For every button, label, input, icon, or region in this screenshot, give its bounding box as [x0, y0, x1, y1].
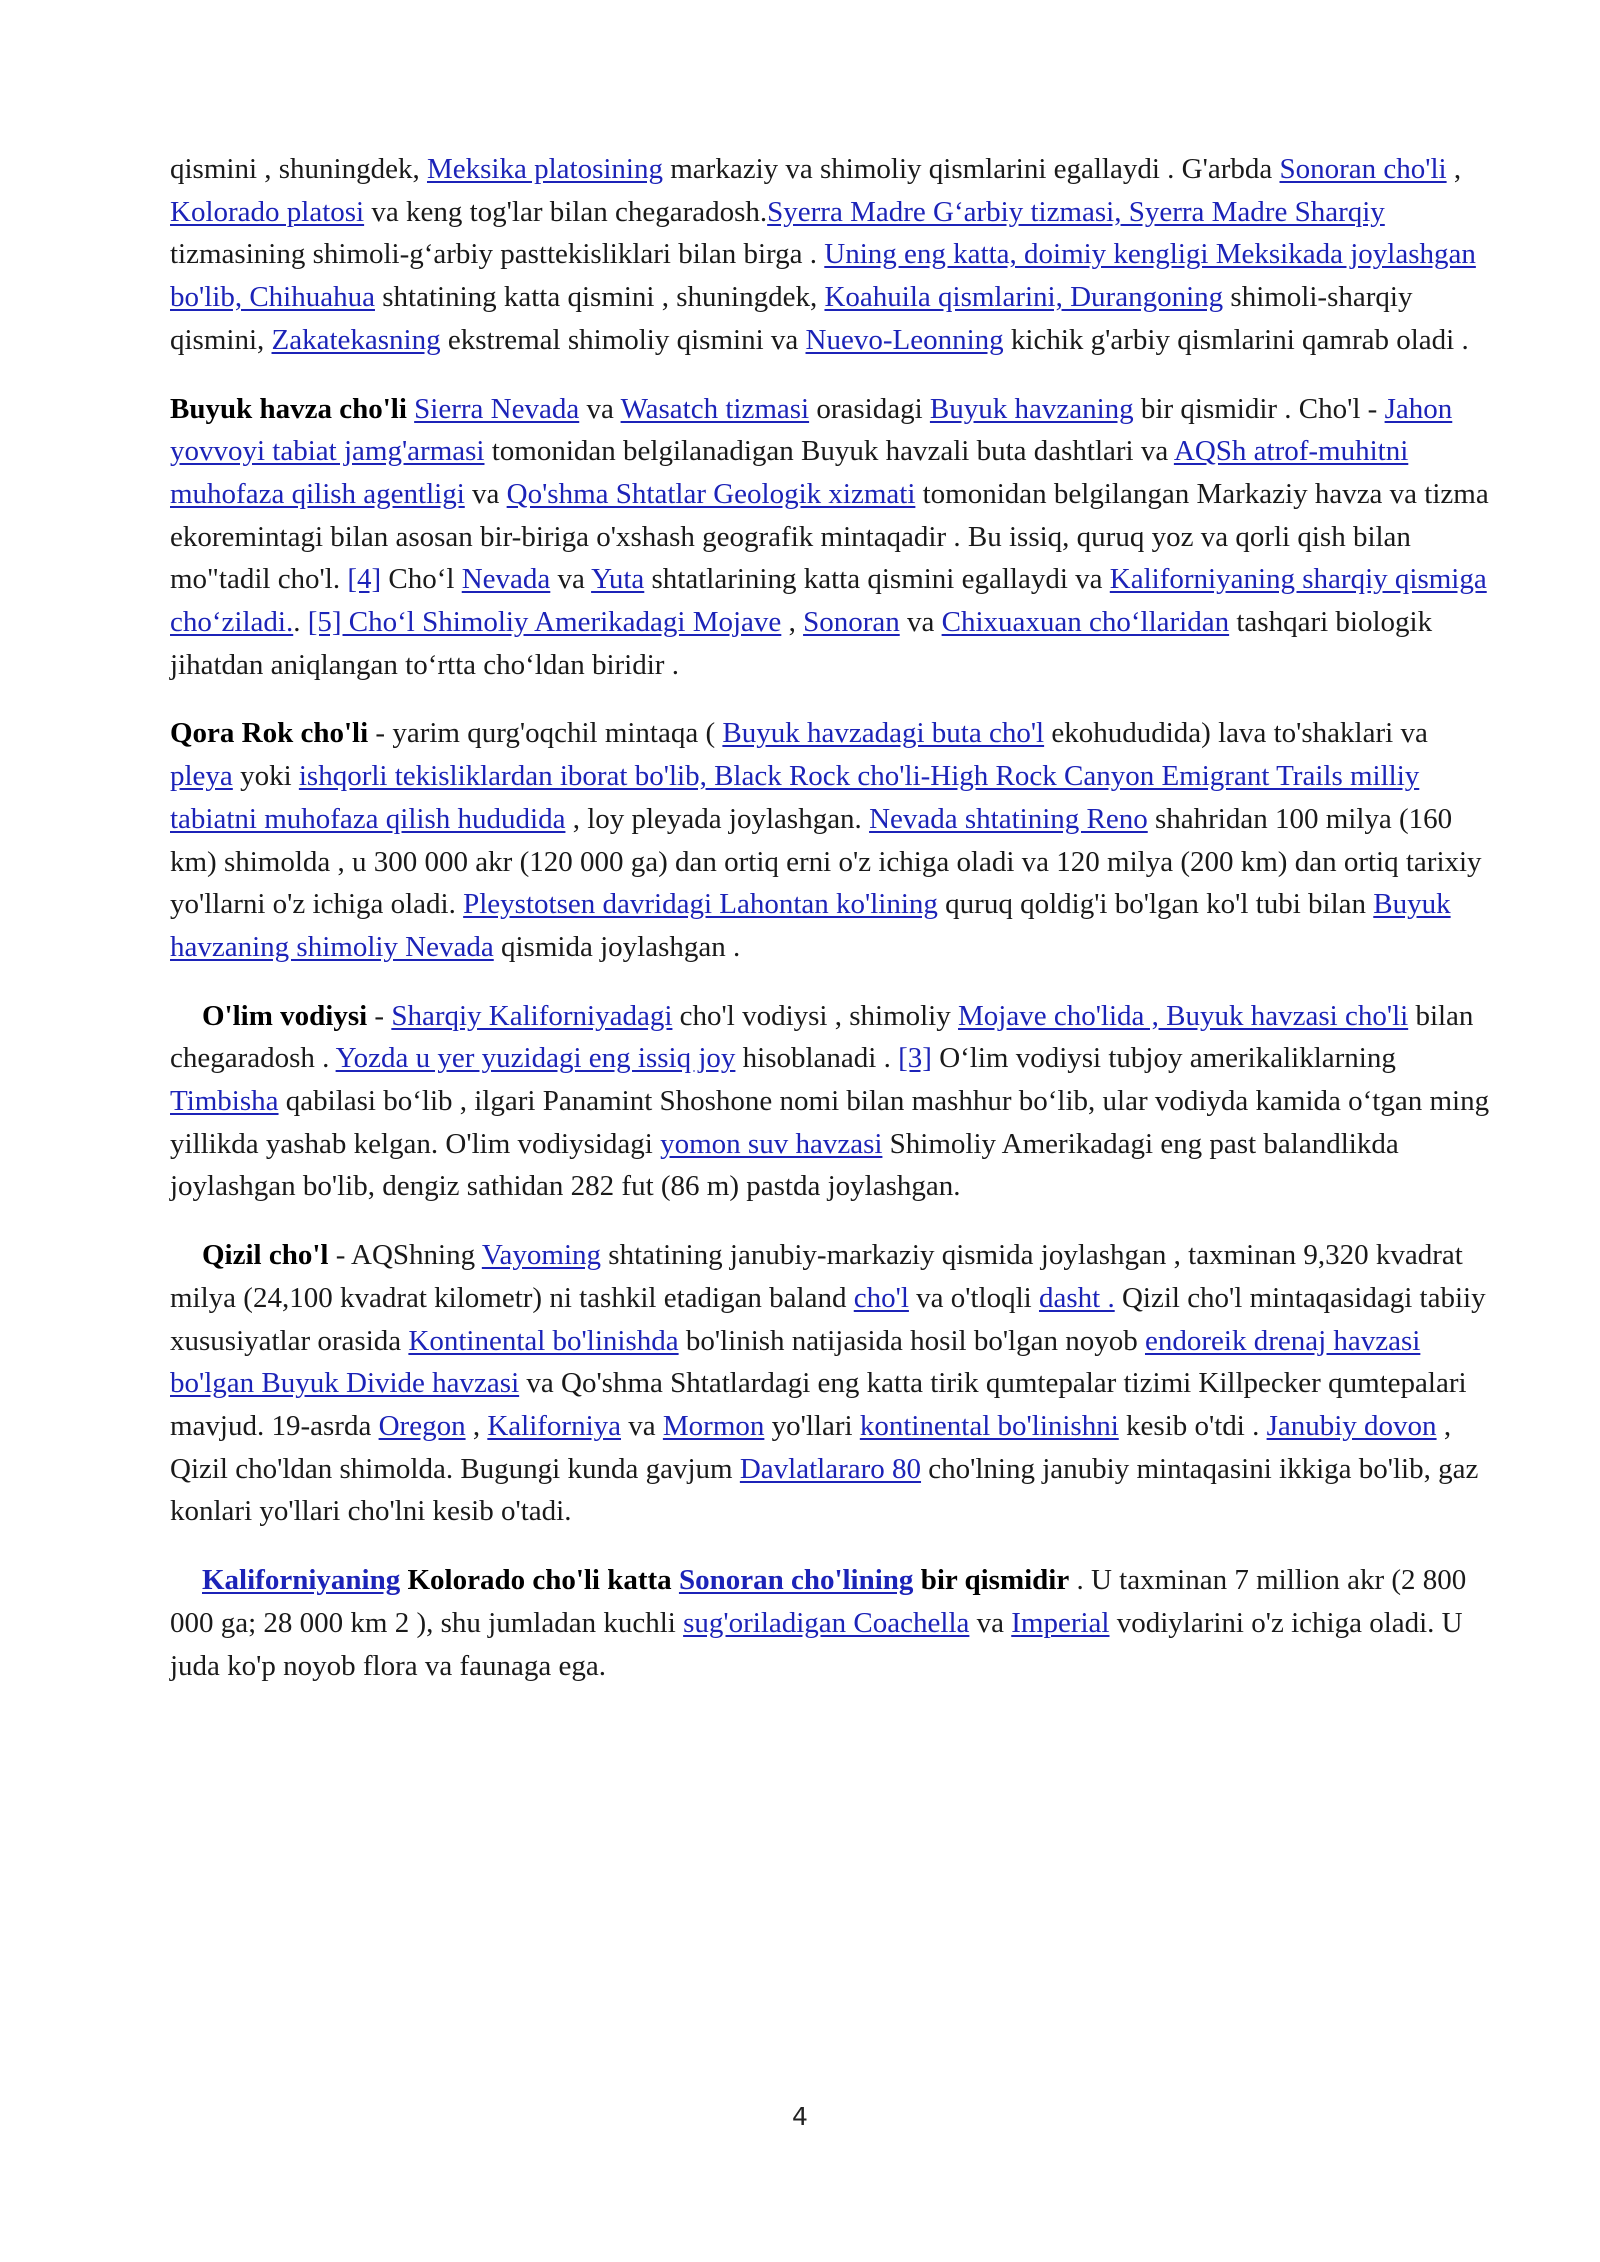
paragraph-great-basin-desert [170, 388, 1490, 687]
link-nevada[interactable]: Nevada [461, 563, 551, 596]
page-number: 4 [792, 2102, 808, 2131]
link-wwf[interactable]: Jahon yovvoyi tabiat jamg'armasi [170, 392, 1453, 468]
link-yomon-suv[interactable]: yomon suv havzasi [660, 1127, 883, 1160]
link-shimoliy-nevada[interactable]: Buyuk havzaning shimoliy Nevada [170, 888, 1451, 963]
heading-text: bir qismidir [913, 1564, 1070, 1597]
link-imperial[interactable]: Imperial [1011, 1606, 1110, 1639]
text: qabilasi bo‘lib , ilgari Panamint Shoshone nomi bilan mashhur bo‘lib, ular vodiyda kamida o‘tgan ming yillikda yashab kelgan. O'lim vodiysidagi [170, 1085, 1490, 1160]
text: bir qismidir . Cho'l - [1133, 392, 1385, 425]
link-kaliforniya-sharqiy[interactable]: Kaliforniyaning sharqiy qismiga cho‘ziladi. [170, 563, 1487, 639]
link-koahuila[interactable]: Koahuila qismlarini, Durangoning [824, 281, 1224, 314]
text: , [781, 606, 804, 639]
text: , [465, 1409, 488, 1442]
text: Shimoliy Amerikadagi eng past balandlikda joylashgan bo'lib, dengiz sathidan 282 fut (86 m) pastda joylashgan. [170, 1127, 1399, 1203]
text: va o'tloqli [908, 1281, 1039, 1314]
text: kichik g'arbiy qismlarini qamrab oladi . [1003, 323, 1469, 356]
link-issiq-joy[interactable]: Yozda u yer yuzidagi eng issiq joy [335, 1042, 736, 1075]
link-syerra-madre[interactable]: Syerra Madre G‘arbiy tizmasi, Syerra Madre Sharqiy [767, 195, 1385, 228]
link-vayoming[interactable]: Vayoming [481, 1239, 602, 1272]
link-ishqorli-tekisliklar[interactable]: ishqorli tekisliklardan iborat bo'lib, Black Rock cho'li-High Rock Canyon Emigrant Trails milliy tabiatni muhofaza qilish hududida [170, 760, 1420, 835]
link-pleya[interactable]: pleya [170, 760, 233, 793]
link-zakatekas[interactable]: Zakatekasning [271, 323, 441, 356]
text: shtatlarining katta qismini egallaydi va [644, 563, 1110, 596]
paragraph-black-rock-desert [170, 712, 1490, 968]
link-chol[interactable]: cho'l [853, 1281, 909, 1314]
link-sierra-nevada[interactable]: Sierra Nevada [414, 392, 580, 425]
text: hisoblanadi . [735, 1042, 899, 1075]
text: Qizil cho'l mintaqasidagi tabiiy xususiyatlar orasida [170, 1281, 1486, 1357]
link-kontinental-bolinishda[interactable]: Kontinental bo'linishda [408, 1324, 679, 1357]
paragraph-red-desert [170, 1234, 1490, 1533]
text: vodiylarini o'z ichiga oladi. U juda ko'p noyob flora va faunaga ega. [170, 1606, 1463, 1682]
text: bilan chegaradosh . [170, 999, 1474, 1075]
link-mojave-choli[interactable]: Mojave cho'lida , Buyuk havzasi cho'li [958, 999, 1409, 1032]
paragraph-chihuahua-desert [170, 148, 1490, 362]
section-heading [202, 1564, 1069, 1596]
text: orasidagi [809, 392, 930, 425]
text: kesib o'tdi . [1118, 1409, 1267, 1442]
link-endoreik[interactable]: endoreik drenaj havzasi bo'lgan Buyuk Divide havzasi [170, 1324, 1421, 1400]
link-buyuk-havza[interactable]: Buyuk havzaning [929, 392, 1134, 425]
link-epa[interactable]: AQSh atrof-muhitni muhofaza qilish agentligi [170, 435, 1409, 510]
text: va [899, 606, 942, 639]
text: va [550, 563, 592, 596]
text: . U taxminan 7 million akr (2 800 000 ga; 28 000 km 2 ), shu jumladan kuchli [170, 1564, 1467, 1639]
text: . [293, 606, 308, 639]
text: markaziy va shimoliy qismlarini egallaydi . G'arbda [663, 153, 1280, 185]
text: - AQShning [328, 1239, 482, 1272]
text: ekohududida) lava to'shaklari va [1044, 717, 1428, 750]
link-sonoran[interactable]: Sonoran [803, 606, 900, 639]
link-dasht[interactable]: dasht . [1038, 1281, 1115, 1314]
text: yoki [232, 760, 299, 793]
section-heading: Qizil cho'l [202, 1239, 329, 1272]
text: qismini , shuningdek, [170, 153, 427, 185]
text: cho'lning janubiy mintaqasini ikkiga bo'lib, gaz konlari yo'llari cho'lni kesib o'tadi. [170, 1452, 1479, 1528]
link-chihuahua[interactable]: Uning eng katta, doimiy kengligi Meksikada joylashgan bo'lib, Chihuahua [170, 238, 1476, 314]
link-lahontan[interactable]: Pleystotsen davridagi Lahontan ko'lining [463, 888, 938, 921]
text: ekstremal shimoliy qismini va [440, 323, 806, 356]
text: cho'l vodiysi , shimoliy [672, 999, 958, 1032]
section-heading: O'lim vodiysi [202, 999, 368, 1032]
link-nuevo-leon[interactable]: Nuevo-Leonning [805, 323, 1004, 356]
text: , [1446, 153, 1462, 185]
text: Cho‘l [381, 563, 462, 596]
text: shtatining janubiy-markaziy qismida joylashgan , taxminan 9,320 kvadrat milya (24,100 kvadrat kilometr) ni tashkil etadigan baland [170, 1239, 1463, 1314]
text: - [367, 999, 392, 1032]
link-sonoran-choli[interactable]: Sonoran cho'li [1279, 153, 1447, 185]
text: shimoli-sharqiy qismini, [170, 281, 1413, 356]
link-citation-3[interactable]: [3] [898, 1042, 932, 1075]
link-coachella[interactable]: sug'oriladigan Coachella [683, 1606, 970, 1639]
text: qismida joylashgan . [493, 930, 741, 963]
heading-text: Kolorado cho'li katta [400, 1564, 679, 1597]
link-timbisha[interactable]: Timbisha [170, 1085, 279, 1118]
text: va [621, 1409, 663, 1442]
text: va [464, 477, 507, 510]
text: tomonidan belgilanadigan Buyuk havzali buta dashtlari va [484, 435, 1174, 468]
link-oregon[interactable]: Oregon [378, 1409, 466, 1442]
text: , loy pleyada joylashgan. [565, 802, 870, 835]
text: quruq qoldig'i bo'lgan ko'l tubi bilan [937, 888, 1374, 921]
text: va keng tog'lar bilan chegaradosh. [364, 195, 768, 228]
section-heading: Qora Rok cho'li [170, 717, 369, 750]
link-sonoran-cholining[interactable]: Sonoran cho'lining [678, 1564, 914, 1597]
link-sharqiy-kaliforniya[interactable]: Sharqiy Kaliforniyadagi [391, 999, 673, 1032]
text: yo'llari [764, 1409, 860, 1442]
text: - yarim qurg'oqchil mintaqa ( [368, 717, 723, 750]
link-buyuk-havza-buta[interactable]: Buyuk havzadagi buta cho'l [722, 717, 1045, 750]
text: tizmasining shimoli-g‘arbiy pasttekisliklari bilan birga . [170, 238, 825, 271]
paragraph-death-valley [170, 995, 1490, 1209]
text: O‘lim vodiysi tubjoy amerikaliklarning [931, 1042, 1396, 1075]
page-content [170, 148, 1490, 1713]
text: tashqari biologik jihatdan aniqlangan to‘rtta cho‘ldan biridir . [170, 606, 1433, 681]
link-chixuaxuan[interactable]: Chixuaxuan cho‘llaridan [941, 606, 1230, 639]
link-citation-4[interactable]: [4] [347, 563, 382, 596]
text: shtatining katta qismini , shuningdek, [374, 281, 825, 314]
link-kontinental-bolinishni[interactable]: kontinental bo'linishni [859, 1409, 1119, 1442]
text: va [969, 1606, 1012, 1639]
link-wasatch[interactable]: Wasatch tizmasi [620, 392, 810, 425]
text: , Qizil cho'ldan shimolda. Bugungi kunda gavjum [170, 1409, 1452, 1485]
link-usgs[interactable]: Qo'shma Shtatlar Geologik xizmati [506, 477, 916, 510]
link-davlatlararo-80[interactable]: Davlatlararo 80 [739, 1452, 922, 1485]
link-janubiy-dovon[interactable]: Janubiy dovon [1266, 1409, 1437, 1442]
text: bo'linish natijasida hosil bo'lgan noyob [678, 1324, 1145, 1357]
link-citation-5-mojave[interactable]: [5] Cho‘l Shimoliy Amerikadagi Mojave [307, 606, 782, 639]
link-mormon[interactable]: Mormon [662, 1409, 765, 1442]
link-yuta[interactable]: Yuta [591, 563, 645, 596]
link-meksika-platosi[interactable]: Meksika platosining [426, 153, 663, 185]
text: shahridan 100 milya (160 km) shimolda , u 300 000 akr (120 000 ga) dan ortiq erni o'z ichiga oladi va 120 milya (200 km) dan ortiq tarixiy yo'llarni o'z ichiga oladi. [170, 802, 1482, 921]
section-heading: Buyuk havza cho'li [170, 392, 407, 425]
link-kaliforniya[interactable]: Kaliforniya [487, 1409, 621, 1442]
text: va [579, 392, 621, 425]
link-nevada-reno[interactable]: Nevada shtatining Reno [869, 802, 1148, 835]
text: tomonidan belgilangan Markaziy havza va tizma ekoremintagi bilan asosan bir-biriga o'xshash geografik mintaqadir . Bu issiq, quruq yoz va qorli qish bilan mo"tadil cho'l. [170, 477, 1489, 596]
paragraph-colorado-desert [170, 1559, 1490, 1687]
link-kaliforniyaning[interactable]: Kaliforniyaning [202, 1564, 401, 1597]
link-kolorado-platosi[interactable]: Kolorado platosi [170, 195, 365, 228]
text: va Qo'shma Shtatlardagi eng katta tirik qumtepalar tizimi Killpecker qumtepalari mavjud. 19-asrda [170, 1367, 1467, 1442]
